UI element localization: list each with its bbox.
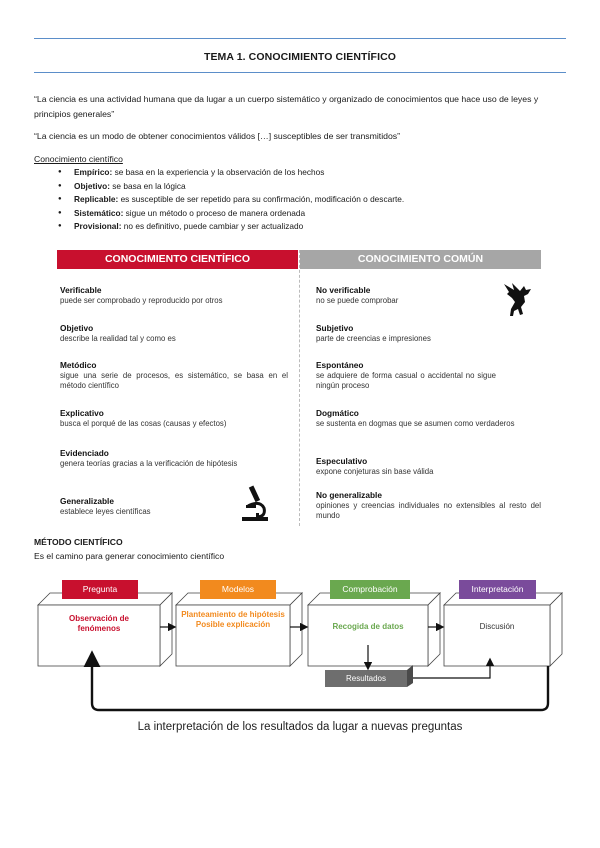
step-label: Modelos <box>221 584 255 594</box>
step-text: Observación de fenómenos <box>68 614 130 633</box>
section-title: Conocimiento científico <box>34 154 123 164</box>
step-label: Comprobación <box>342 584 398 594</box>
step-text: Recogida de datos <box>332 622 404 631</box>
quote-1: “La ciencia es una actividad humana que da lugar a un cuerpo sistemático y organizado de conocimientos que hace uso de leyes y principios generales” <box>34 94 539 119</box>
right-item: No generalizable opiniones y creencias individuales no extensibles al resto del mundo <box>316 490 541 520</box>
results-label: Resultados <box>345 674 387 683</box>
left-item: Evidenciado genera teorías gracias a la verificación de hipótesis <box>60 448 238 468</box>
list-item: ● Replicable: es susceptible de ser repetido para su confirmación, modificación o descarte. <box>58 193 404 207</box>
right-item: Espontáneo se adquiere de forma casual o accidental no sigue ningún proceso <box>316 360 496 390</box>
list-item: ● Empírico: se basa en la experiencia y la observación de los hechos <box>58 166 404 180</box>
top-rule <box>34 38 566 39</box>
step-label: Interpretación <box>471 584 524 594</box>
page-title: TEMA 1. CONOCIMIENTO CIENTÍFICO <box>203 51 397 63</box>
title-rule <box>34 72 566 73</box>
step-text: Discusión <box>479 622 515 631</box>
scientific-header: CONOCIMIENTO CIENTÍFICO <box>57 250 298 269</box>
quote-2: “La ciencia es un modo de obtener conocimientos válidos […] susceptibles de ser transmitidos” <box>34 131 401 141</box>
left-item: Generalizable establece leyes científicas <box>60 496 151 516</box>
list-item: ● Sistemático: sigue un método o proceso de manera ordenada <box>58 207 404 221</box>
column-divider <box>299 250 300 526</box>
right-item: Especulativo expone conjeturas sin base válida <box>316 456 434 476</box>
diagram-caption: La interpretación de los resultados da lugar a nuevas preguntas <box>137 721 463 733</box>
microscope-icon <box>240 484 270 524</box>
left-item: Metódico sigue una serie de procesos, es sistemático, se basa en el método científico <box>60 360 288 390</box>
feature-list <box>58 166 404 234</box>
left-item: Objetivo describe la realidad tal y como es <box>60 323 176 343</box>
left-item: Explicativo busca el porqué de las cosas (causas y efectos) <box>60 408 227 428</box>
common-header: CONOCIMIENTO COMÚN <box>300 250 541 269</box>
list-item: ● Provisional: no es definitivo, puede cambiar y ser actualizado <box>58 220 404 234</box>
method-title: MÉTODO CIENTÍFICO <box>34 537 123 547</box>
right-item: Dogmático se sustenta en dogmas que se asumen como verdaderos <box>316 408 515 428</box>
step-text: Planteamiento de hipótesis Posible explicación <box>181 610 285 629</box>
right-item: No verificable no se puede comprobar <box>316 285 399 305</box>
method-subtitle: Es el camino para generar conocimiento científico <box>34 551 225 561</box>
pegasus-icon <box>500 280 534 318</box>
list-item: ● Objetivo: se basa en la lógica <box>58 180 404 194</box>
right-item: Subjetivo parte de creencias e impresiones <box>316 323 431 343</box>
left-item: Verificable puede ser comprobado y reproducido por otros <box>60 285 223 305</box>
step-label: Pregunta <box>82 584 118 594</box>
